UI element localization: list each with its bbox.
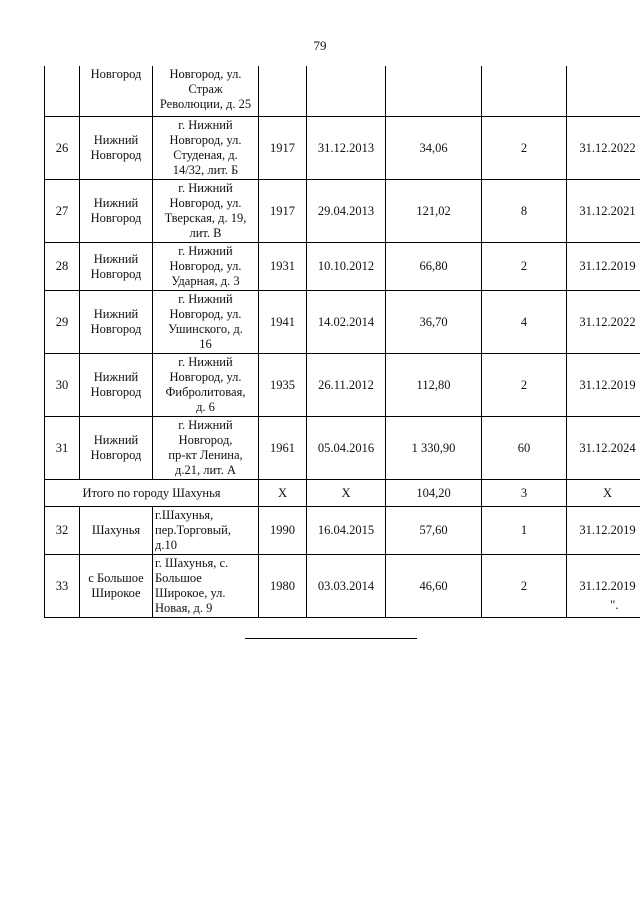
cell-year [259, 66, 307, 117]
table-row [45, 66, 640, 117]
cell-line: пр-кт Ленина, [168, 448, 243, 462]
subtotal-people: 3 [482, 480, 567, 507]
cell-date: 10.10.2012 [307, 243, 386, 291]
cell-line: Новгород, [178, 433, 233, 447]
cell-area: 66,80 [386, 243, 482, 291]
cell-address [153, 417, 259, 480]
cell-line: Нижний [93, 370, 139, 384]
cell-city [80, 354, 153, 417]
cell-line: пер.Торговый, [155, 523, 231, 537]
cell-line: г. Нижний [178, 244, 233, 258]
cell-deadline: 31.12.2019 [567, 354, 640, 417]
cell-line: Нижний [93, 307, 139, 321]
cell-deadline: 31.12.2022 [567, 291, 640, 354]
cell-line: Широкое, ул. [155, 586, 226, 600]
cell-people: 8 [482, 180, 567, 243]
subtotal-label: Итого по городу Шахунья [45, 480, 259, 507]
cell-number: 33 [45, 555, 80, 618]
cell-date: 29.04.2013 [307, 180, 386, 243]
table-row [45, 354, 640, 417]
cell-line: Новгород [90, 322, 142, 336]
cell-line: Тверская, д. 19, [164, 211, 247, 225]
subtotal-area: 104,20 [386, 480, 482, 507]
cell-line: д.21, лит. А [175, 463, 236, 477]
table-row [45, 117, 640, 180]
cell-deadline [567, 66, 640, 117]
subtotal-deadline: X [567, 480, 640, 507]
cell-date: 05.04.2016 [307, 417, 386, 480]
cell-year: 1961 [259, 417, 307, 480]
subtotal-date: X [307, 480, 386, 507]
cell-date: 31.12.2013 [307, 117, 386, 180]
cell-area: 46,60 [386, 555, 482, 618]
cell-line: г. Шахунья, с. [155, 556, 229, 570]
table-row [45, 417, 640, 480]
cell-address [153, 66, 259, 117]
cell-date: 14.02.2014 [307, 291, 386, 354]
cell-year: 1941 [259, 291, 307, 354]
cell-year: 1917 [259, 180, 307, 243]
cell-area: 112,80 [386, 354, 482, 417]
cell-line: г. Нижний [178, 181, 233, 195]
cell-line: Широкое [91, 586, 141, 600]
cell-people: 2 [482, 354, 567, 417]
cell-people: 60 [482, 417, 567, 480]
cell-year: 1935 [259, 354, 307, 417]
cell-number: 28 [45, 243, 80, 291]
cell-number: 31 [45, 417, 80, 480]
cell-year: 1980 [259, 555, 307, 618]
cell-year: 1917 [259, 117, 307, 180]
table-row [45, 555, 640, 618]
cell-line: г. Нижний [178, 418, 233, 432]
cell-deadline: 31.12.2019 [567, 243, 640, 291]
cell-people: 4 [482, 291, 567, 354]
cell-city [80, 291, 153, 354]
cell-line: с Большое [88, 571, 144, 585]
table-row [45, 507, 640, 555]
cell-deadline: 31.12.2022 [567, 117, 640, 180]
cell-line: г. Нижний [178, 355, 233, 369]
cell-address [153, 354, 259, 417]
cell-line: Новгород [90, 148, 142, 162]
subtotal-row [45, 480, 640, 507]
cell-line: Новая, д. 9 [155, 601, 213, 615]
page-number: 79 [313, 38, 327, 53]
cell-line: 16 [199, 337, 212, 351]
closing-quote: ". [610, 597, 619, 612]
cell-address [153, 291, 259, 354]
cell-line: г. Нижний [178, 118, 233, 132]
cell-city [80, 555, 153, 618]
cell-line: г. Нижний [178, 292, 233, 306]
cell-line: д. 6 [196, 400, 215, 414]
cell-line: Нижний [93, 433, 139, 447]
cell-line: Новгород [90, 448, 142, 462]
cell-line: Новгород, ул. [169, 370, 242, 384]
cell-address [153, 117, 259, 180]
cell-line: лит. В [189, 226, 222, 240]
cell-city [80, 507, 153, 555]
cell-deadline: 31.12.2019 [567, 555, 640, 618]
housing-table [44, 66, 640, 618]
cell-people: 1 [482, 507, 567, 555]
cell-deadline: 31.12.2024 [567, 417, 640, 480]
subtotal-year: X [259, 480, 307, 507]
cell-area: 34,06 [386, 117, 482, 180]
cell-date: 03.03.2014 [307, 555, 386, 618]
address-line: Революции, д. 25 [159, 97, 252, 111]
cell-area [386, 66, 482, 117]
cell-line: г.Шахунья, [155, 508, 214, 522]
cell-number: 30 [45, 354, 80, 417]
cell-city: Новгород [80, 66, 153, 117]
cell-line: Большое [155, 571, 202, 585]
cell-city [80, 180, 153, 243]
address-line: Новгород, ул. [169, 67, 242, 81]
cell-number [45, 66, 80, 117]
address-line: Страж [188, 82, 223, 96]
cell-line: Новгород [90, 385, 142, 399]
cell-number: 27 [45, 180, 80, 243]
cell-people: 2 [482, 243, 567, 291]
cell-deadline: 31.12.2019 [567, 507, 640, 555]
table-row [45, 243, 640, 291]
cell-address [153, 180, 259, 243]
cell-city [80, 243, 153, 291]
cell-number: 29 [45, 291, 80, 354]
cell-line: Ушинского, д. [168, 322, 243, 336]
cell-area: 1 330,90 [386, 417, 482, 480]
cell-area: 36,70 [386, 291, 482, 354]
cell-line: д.10 [155, 538, 177, 552]
cell-number: 32 [45, 507, 80, 555]
cell-people: 2 [482, 117, 567, 180]
cell-line: Новгород, ул. [169, 307, 242, 321]
cell-area: 121,02 [386, 180, 482, 243]
cell-people: 2 [482, 555, 567, 618]
cell-year: 1990 [259, 507, 307, 555]
table-row [45, 180, 640, 243]
cell-year: 1931 [259, 243, 307, 291]
cell-line: Шахунья [91, 523, 141, 537]
cell-line: Новгород, ул. [169, 133, 242, 147]
table-row [45, 291, 640, 354]
cell-address [153, 555, 259, 618]
cell-line: Новгород, ул. [169, 259, 242, 273]
cell-line: Новгород, ул. [169, 196, 242, 210]
cell-area: 57,60 [386, 507, 482, 555]
cell-city [80, 417, 153, 480]
cell-date [307, 66, 386, 117]
cell-line: 14/32, лит. Б [172, 163, 239, 177]
cell-city [80, 117, 153, 180]
cell-date: 26.11.2012 [307, 354, 386, 417]
cell-line: Новгород [90, 266, 142, 281]
cell-line: Ударная, д. 3 [171, 274, 240, 288]
cell-deadline: 31.12.2021 [567, 180, 640, 243]
cell-line: Нижний [93, 251, 139, 266]
cell-line: Новгород [90, 211, 142, 225]
cell-line: Фибролитовая, [165, 385, 246, 399]
cell-line: Нижний [93, 196, 139, 210]
cell-people [482, 66, 567, 117]
cell-number: 26 [45, 117, 80, 180]
cell-address [153, 243, 259, 291]
cell-date: 16.04.2015 [307, 507, 386, 555]
cell-address [153, 507, 259, 555]
cell-line: Студеная, д. [173, 148, 238, 162]
cell-line: Нижний [93, 133, 139, 147]
separator-line [245, 638, 417, 639]
